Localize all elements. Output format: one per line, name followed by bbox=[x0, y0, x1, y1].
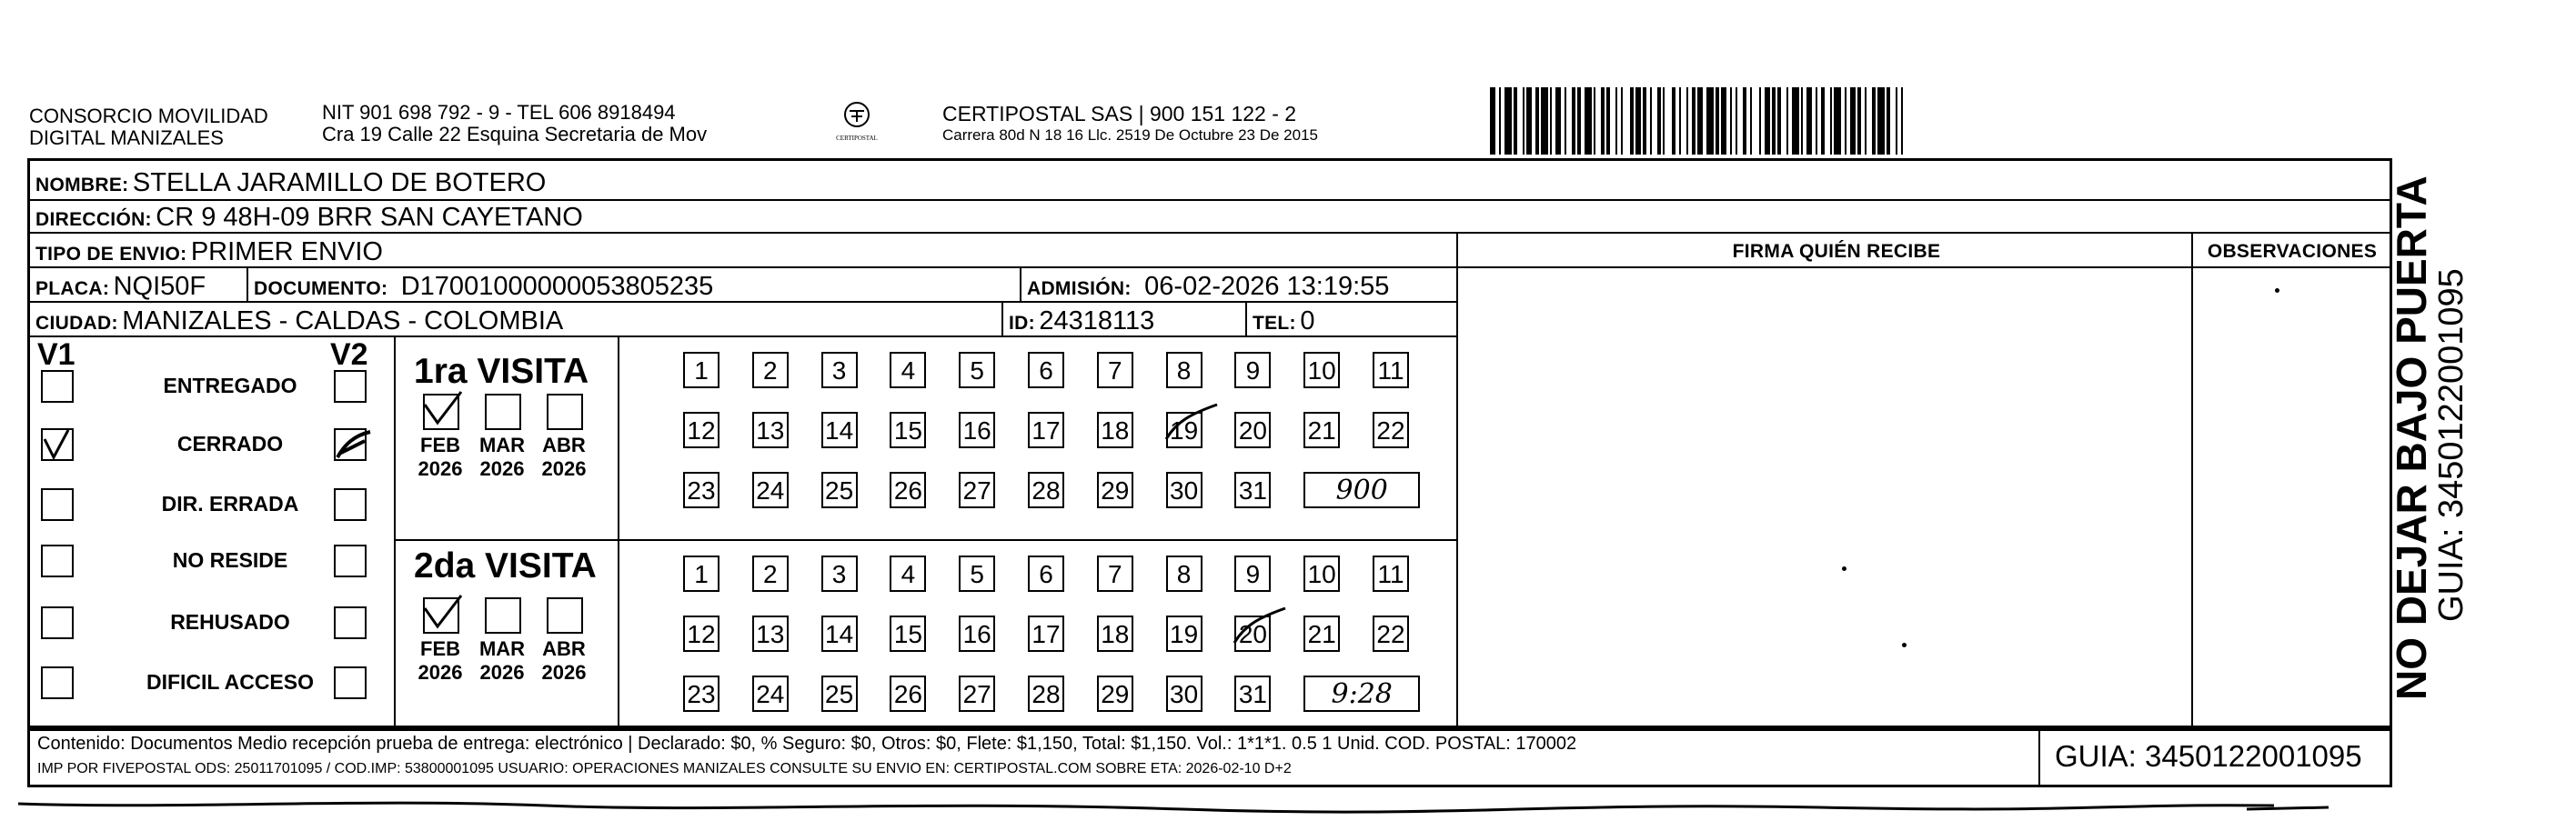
day-box-29[interactable]: 29 bbox=[1097, 472, 1133, 508]
delivery-form bbox=[27, 158, 2392, 731]
month-checkbox-feb[interactable] bbox=[423, 597, 459, 634]
day-box-22[interactable]: 22 bbox=[1373, 616, 1409, 652]
company-nit: NIT 901 698 792 - 9 - TEL 606 8918494 bbox=[322, 101, 676, 124]
month-name: FEB bbox=[420, 637, 460, 660]
day-box-18[interactable]: 18 bbox=[1097, 616, 1133, 652]
day-box-2[interactable]: 2 bbox=[752, 352, 789, 388]
barcode-bar bbox=[1792, 87, 1799, 155]
nombre-value: STELLA JARAMILLO DE BOTERO bbox=[132, 168, 547, 197]
tel-value: 0 bbox=[1300, 306, 1315, 335]
day-box-11[interactable]: 11 bbox=[1373, 352, 1409, 388]
v1-checkbox-2[interactable] bbox=[41, 488, 74, 521]
month-year: 2026 bbox=[541, 661, 587, 684]
month-label-mar bbox=[474, 637, 530, 685]
v2-checkbox-4[interactable] bbox=[334, 606, 367, 639]
v2-checkbox-1[interactable] bbox=[334, 428, 367, 461]
placa-label: PLACA: bbox=[35, 278, 110, 299]
tel-label: TEL: bbox=[1253, 313, 1296, 334]
day-box-11[interactable]: 11 bbox=[1373, 556, 1409, 592]
day-box-8[interactable]: 8 bbox=[1166, 556, 1202, 592]
day-box-20[interactable]: 20 bbox=[1234, 412, 1271, 448]
v1-checkbox-0[interactable] bbox=[41, 370, 74, 403]
barcode-bar bbox=[1623, 87, 1630, 155]
day-box-10[interactable]: 10 bbox=[1303, 352, 1340, 388]
footer-line1: Contenido: Documentos Medio recepción prueba de entrega: electrónico | Declarado: $0, % Seguro: $0, Otros: $0, Flete: $1,150, Total: $1,150. Vol.: 1*1*1. 0.5 1 Unid. COD. POSTAL: 170002 bbox=[37, 734, 1577, 754]
day-box-20[interactable]: 20 bbox=[1234, 616, 1271, 652]
day-box-3[interactable]: 3 bbox=[821, 352, 858, 388]
month-name: MAR bbox=[478, 434, 526, 456]
barcode-bar bbox=[1585, 87, 1592, 155]
day-box-9[interactable]: 9 bbox=[1234, 352, 1271, 388]
company-name bbox=[29, 105, 268, 149]
id-row bbox=[1009, 306, 1154, 336]
day-box-25[interactable]: 25 bbox=[821, 676, 858, 712]
month-checkbox-mar[interactable] bbox=[485, 597, 521, 634]
month-name: ABR bbox=[542, 637, 586, 660]
month-checkbox-abr[interactable] bbox=[547, 394, 583, 430]
carrier-license: Carrera 80d N 18 16 Llc. 2519 De Octubre 23 De 2015 bbox=[942, 126, 1318, 144]
v2-checkbox-2[interactable] bbox=[334, 488, 367, 521]
mark-dot bbox=[1842, 566, 1846, 571]
barcode-bar bbox=[1877, 87, 1885, 155]
day-box-26[interactable]: 26 bbox=[890, 472, 926, 508]
day-box-4[interactable]: 4 bbox=[890, 352, 926, 388]
barcode bbox=[1490, 87, 2170, 155]
check-icon bbox=[419, 386, 474, 432]
tipo-envio-row bbox=[35, 237, 383, 267]
carrier-info bbox=[942, 102, 1318, 145]
day-box-22[interactable]: 22 bbox=[1373, 412, 1409, 448]
month-name: MAR bbox=[478, 637, 526, 660]
day-box-5[interactable]: 5 bbox=[959, 556, 995, 592]
documento-value: D17001000000053805235 bbox=[400, 272, 714, 301]
month-name: FEB bbox=[420, 434, 460, 456]
observaciones-header bbox=[2195, 241, 2390, 263]
ciudad-label: CIUDAD: bbox=[35, 313, 118, 334]
status-label: DIR. ERRADA bbox=[161, 492, 299, 516]
barcode-bar bbox=[1903, 87, 1907, 155]
v1-checkbox-5[interactable] bbox=[41, 666, 74, 699]
day-box-18[interactable]: 18 bbox=[1097, 412, 1133, 448]
status-label: DIFICIL ACCESO bbox=[146, 670, 314, 694]
month-label-abr bbox=[536, 434, 592, 481]
check-icon bbox=[39, 426, 75, 463]
month-checkbox-feb[interactable] bbox=[423, 394, 459, 430]
day-box-25[interactable]: 25 bbox=[821, 472, 858, 508]
day-box-13[interactable]: 13 bbox=[752, 616, 789, 652]
documento-label: DOCUMENTO: bbox=[254, 278, 388, 299]
v1-header: V1 bbox=[37, 337, 75, 372]
direccion-label: DIRECCIÓN: bbox=[35, 209, 152, 230]
id-label: ID: bbox=[1009, 313, 1035, 334]
day-box-24[interactable]: 24 bbox=[752, 676, 789, 712]
day-mark-icon bbox=[1227, 606, 1291, 652]
month-year: 2026 bbox=[418, 661, 463, 684]
status-label: ENTREGADO bbox=[163, 374, 297, 397]
month-year: 2026 bbox=[479, 457, 525, 480]
guia-number: GUIA: 3450122001095 bbox=[2055, 739, 2362, 773]
day-box-13[interactable]: 13 bbox=[752, 412, 789, 448]
certipostal-logo bbox=[830, 98, 884, 153]
day-box-2[interactable]: 2 bbox=[752, 556, 789, 592]
admision-label: ADMISIÓN: bbox=[1027, 278, 1132, 299]
day-box-26[interactable]: 26 bbox=[890, 676, 926, 712]
status-label: CERRADO bbox=[176, 432, 284, 456]
day-box-23[interactable]: 23 bbox=[683, 472, 719, 508]
tipo-envio-value: PRIMER ENVIO bbox=[190, 237, 383, 266]
v1-checkbox-1[interactable] bbox=[41, 428, 74, 461]
direccion-row bbox=[35, 203, 583, 233]
admision-row bbox=[1027, 272, 1389, 302]
day-box-21[interactable]: 21 bbox=[1303, 616, 1340, 652]
day-box-15[interactable]: 15 bbox=[890, 412, 926, 448]
v2-checkbox-5[interactable] bbox=[334, 666, 367, 699]
day-box-30[interactable]: 30 bbox=[1166, 676, 1202, 712]
barcode-bar bbox=[1665, 87, 1672, 155]
month-label-mar bbox=[474, 434, 530, 481]
day-box-15[interactable]: 15 bbox=[890, 616, 926, 652]
check-icon bbox=[419, 590, 474, 636]
visit2-title: 2da VISITA bbox=[414, 546, 597, 586]
month-label-feb bbox=[412, 637, 468, 685]
day-box-21[interactable]: 21 bbox=[1303, 412, 1340, 448]
observaciones-label: OBSERVACIONES bbox=[2207, 241, 2378, 262]
nombre-row bbox=[35, 168, 546, 198]
day-box-1[interactable]: 1 bbox=[683, 556, 719, 592]
tel-row bbox=[1253, 306, 1314, 336]
ciudad-value: MANIZALES - CALDAS - COLOMBIA bbox=[122, 306, 564, 335]
day-box-19[interactable]: 19 bbox=[1166, 616, 1202, 652]
day-box-5[interactable]: 5 bbox=[959, 352, 995, 388]
day-box-16[interactable]: 16 bbox=[959, 412, 995, 448]
tipo-envio-label: TIPO DE ENVIO: bbox=[35, 244, 187, 265]
v2-header: V2 bbox=[330, 337, 368, 372]
company-line1: CONSORCIO MOVILIDAD bbox=[29, 105, 268, 127]
day-box-27[interactable]: 27 bbox=[959, 472, 995, 508]
barcode-bar bbox=[1541, 87, 1548, 155]
day-box-31[interactable]: 31 bbox=[1234, 676, 1271, 712]
placa-row bbox=[35, 272, 206, 302]
day-box-7[interactable]: 7 bbox=[1097, 352, 1133, 388]
day-box-7[interactable]: 7 bbox=[1097, 556, 1133, 592]
day-box-27[interactable]: 27 bbox=[959, 676, 995, 712]
day-box-29[interactable]: 29 bbox=[1097, 676, 1133, 712]
admision-value: 06-02-2026 13:19:55 bbox=[1144, 272, 1390, 301]
company-line2: DIGITAL MANIZALES bbox=[29, 126, 224, 149]
company-address: Cra 19 Calle 22 Esquina Secretaria de Mov bbox=[322, 123, 708, 145]
v2-checkbox-3[interactable] bbox=[334, 545, 367, 577]
month-checkbox-abr[interactable] bbox=[547, 597, 583, 634]
day-box-19[interactable]: 19 bbox=[1166, 412, 1202, 448]
firma-label: FIRMA QUIÉN RECIBE bbox=[1732, 241, 1941, 262]
day-mark-icon bbox=[1159, 403, 1223, 448]
day-box-6[interactable]: 6 bbox=[1028, 352, 1064, 388]
day-box-10[interactable]: 10 bbox=[1303, 556, 1340, 592]
carrier-name: CERTIPOSTAL SAS | 900 151 122 - 2 bbox=[942, 102, 1297, 125]
barcode-bar bbox=[1752, 87, 1759, 155]
direccion-value: CR 9 48H-09 BRR SAN CAYETANO bbox=[156, 203, 583, 232]
status-label: NO RESIDE bbox=[172, 548, 288, 572]
side-guia: GUIA: 3450122001095 bbox=[2432, 268, 2470, 622]
day-box-23[interactable]: 23 bbox=[683, 676, 719, 712]
day-box-1[interactable]: 1 bbox=[683, 352, 719, 388]
day-box-17[interactable]: 17 bbox=[1028, 412, 1064, 448]
firma-header bbox=[1456, 241, 2217, 263]
day-box-6[interactable]: 6 bbox=[1028, 556, 1064, 592]
check-icon bbox=[334, 426, 377, 463]
nombre-label: NOMBRE: bbox=[35, 175, 129, 195]
day-box-31[interactable]: 31 bbox=[1234, 472, 1271, 508]
documento-row bbox=[254, 272, 713, 302]
v2-checkbox-0[interactable] bbox=[334, 370, 367, 403]
day-box-3[interactable]: 3 bbox=[821, 556, 858, 592]
footer-line2: IMP POR FIVEPOSTAL ODS: 25011701095 / COD.IMP: 53800001095 USUARIO: OPERACIONES MANIZALES CONSULTE SU ENVIO EN: CERTIPOSTAL.COM SOBRE ETA: 2026-02-10 D+2 bbox=[37, 761, 1292, 776]
v1-checkbox-4[interactable] bbox=[41, 606, 74, 639]
day-box-28[interactable]: 28 bbox=[1028, 676, 1064, 712]
day-box-24[interactable]: 24 bbox=[752, 472, 789, 508]
day-box-12[interactable]: 12 bbox=[683, 616, 719, 652]
placa-value: NQI50F bbox=[113, 272, 206, 301]
day-box-16[interactable]: 16 bbox=[959, 616, 995, 652]
visit-time: 900 bbox=[1303, 472, 1420, 508]
visit-time: 9:28 bbox=[1303, 676, 1420, 712]
mark-dot bbox=[1902, 643, 1907, 647]
day-box-12[interactable]: 12 bbox=[683, 412, 719, 448]
v1-checkbox-3[interactable] bbox=[41, 545, 74, 577]
logo-text: CERTIPOSTAL bbox=[836, 135, 878, 142]
day-box-17[interactable]: 17 bbox=[1028, 616, 1064, 652]
barcode-bar bbox=[1834, 87, 1841, 155]
day-box-8[interactable]: 8 bbox=[1166, 352, 1202, 388]
torn-edge bbox=[0, 782, 2576, 831]
mark-dot bbox=[2275, 288, 2279, 293]
ciudad-row bbox=[35, 306, 563, 336]
day-box-9[interactable]: 9 bbox=[1234, 556, 1271, 592]
day-box-28[interactable]: 28 bbox=[1028, 472, 1064, 508]
id-value: 24318113 bbox=[1039, 306, 1155, 335]
month-year: 2026 bbox=[541, 457, 587, 480]
month-label-abr bbox=[536, 637, 592, 685]
visit1-title: 1ra VISITA bbox=[414, 352, 589, 391]
footer bbox=[27, 726, 2392, 787]
status-label: REHUSADO bbox=[170, 610, 290, 634]
no-dejar-bajo-puerta: NO DEJAR BAJO PUERTA bbox=[2388, 175, 2435, 700]
month-name: ABR bbox=[542, 434, 586, 456]
day-box-14[interactable]: 14 bbox=[821, 616, 858, 652]
barcode-bar bbox=[1706, 87, 1714, 155]
month-checkbox-mar[interactable] bbox=[485, 394, 521, 430]
month-year: 2026 bbox=[418, 457, 463, 480]
barcode-bar bbox=[1504, 87, 1512, 155]
day-box-14[interactable]: 14 bbox=[821, 412, 858, 448]
month-label-feb bbox=[412, 434, 468, 481]
month-year: 2026 bbox=[479, 661, 525, 684]
company-contact bbox=[322, 102, 707, 145]
day-box-30[interactable]: 30 bbox=[1166, 472, 1202, 508]
day-box-4[interactable]: 4 bbox=[890, 556, 926, 592]
